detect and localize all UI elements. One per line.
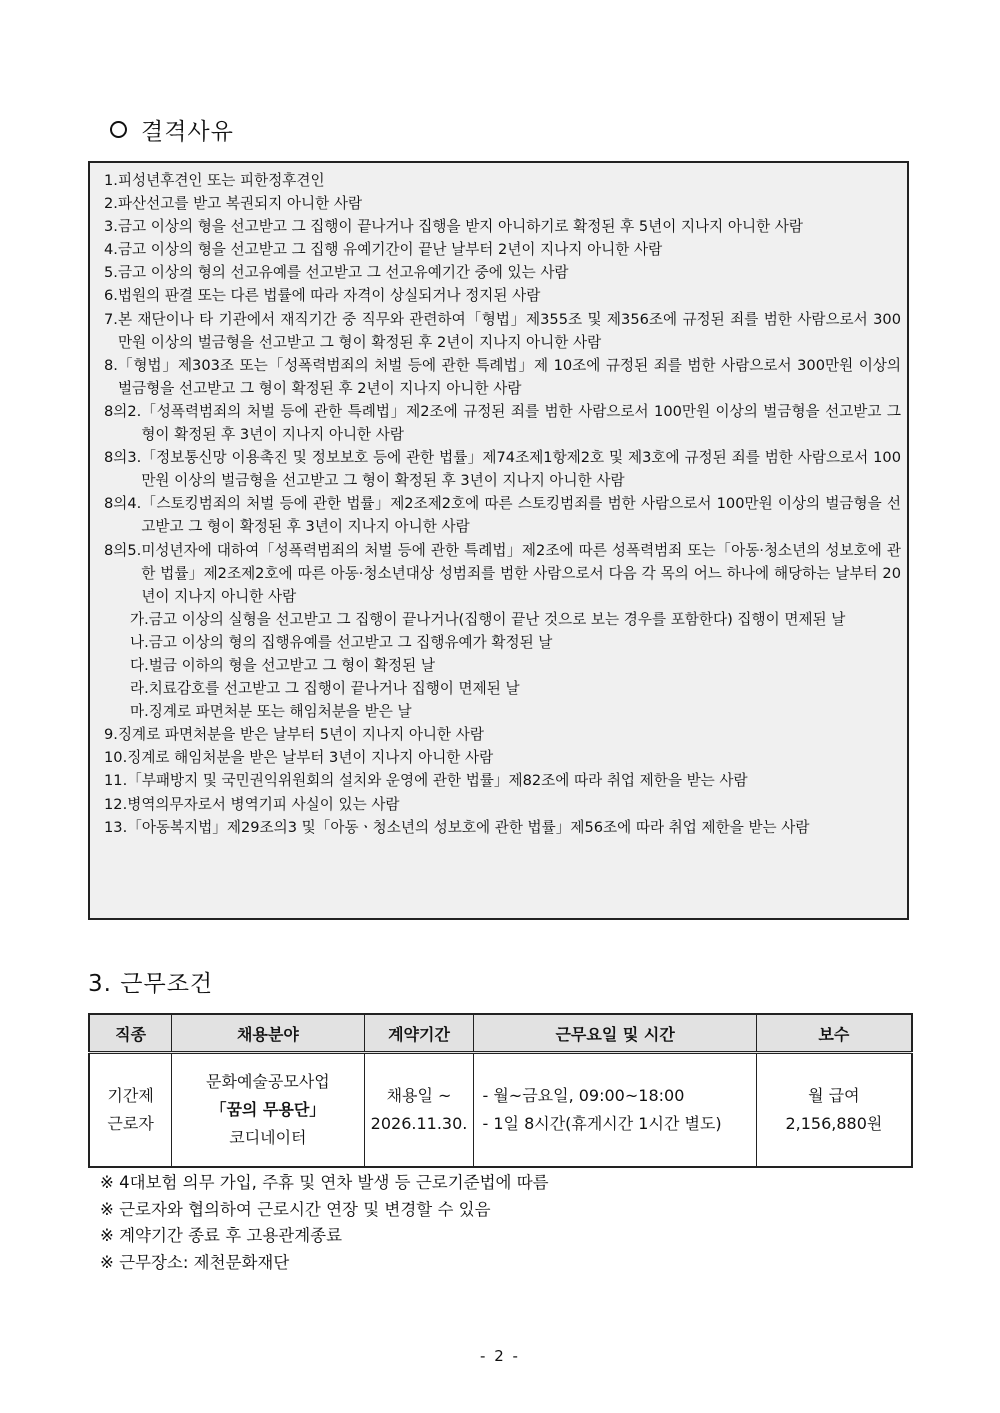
- item-number: 5.: [104, 264, 118, 282]
- list-item: [104, 539, 901, 608]
- note-item: ※ 근로자와 협의하여 근로시간 연장 및 변경할 수 있음: [100, 1199, 491, 1219]
- list-item: [104, 284, 901, 307]
- item-number: 13.: [104, 818, 128, 836]
- cell-period: [364, 1053, 474, 1168]
- disqualification-heading-text: 결격사유: [141, 119, 234, 145]
- item-text: 금고 이상의 형을 선고받고 그 집행이 끝나거나 집행을 받지 아니하기로 확정된 후 5년이 지나지 아니한 사람: [117, 218, 804, 236]
- disqualification-box: [88, 161, 909, 920]
- table-row: [89, 1053, 912, 1168]
- item-text: 징계로 파면처분을 받은 날부터 5년이 지나지 아니한 사람: [117, 726, 484, 744]
- page-number: - 2 -: [480, 1347, 520, 1365]
- item-number: 나.: [130, 633, 149, 651]
- item-text: 본 재단이나 타 기관에서 재직기간 중 직무와 관련하여「형법」제355조 및 제356조에 규정된 죄를 범한 사람으로서 300만원 이상의 벌금형을 선고받고 그 형이 확정된 후 2년이 지나지 아니한 사람: [117, 310, 901, 351]
- item-text: 「부패방지 및 국민권익위원회의 설치와 운영에 관한 법률」제82조에 따라 취업 제한을 받는 사람: [127, 772, 748, 790]
- item-text: 금고 이상의 실형을 선고받고 그 집행이 끝나거나(집행이 끝난 것으로 보는 경우를 포함한다) 집행이 면제된 날: [148, 610, 846, 628]
- list-item: [104, 723, 901, 746]
- cell-field: [172, 1053, 364, 1168]
- sub-list-item: [104, 654, 901, 677]
- header-period: 계약기간: [364, 1014, 474, 1053]
- item-number: 가.: [130, 610, 149, 628]
- job-type-line-2: 근로자: [107, 1114, 154, 1133]
- item-number: 1.: [104, 172, 118, 189]
- item-text: 「정보통신망 이용촉진 및 정보보호 등에 관한 법률」제74조제1항제2호 및 제3호에 규정된 죄를 범한 사람으로서 100만원 이상의 벌금형을 선고받고 그 형이 확정된 후 3년이 지나지 아니한 사람: [141, 449, 901, 490]
- period-line-1: 채용일 ~: [386, 1086, 452, 1105]
- disqualification-heading: [110, 113, 234, 146]
- table-header-row: [89, 1014, 912, 1053]
- list-item: [104, 746, 901, 769]
- circle-bullet-icon: [110, 121, 127, 138]
- item-text: 벌금 이하의 형을 선고받고 그 형이 확정된 날: [148, 656, 435, 674]
- section-title-work-conditions: 3. 근무조건: [88, 971, 214, 997]
- item-text: 금고 이상의 형의 집행유예를 선고받고 그 집행유예가 확정된 날: [148, 633, 553, 651]
- list-item: [104, 769, 901, 792]
- cell-pay: [756, 1053, 912, 1168]
- item-number: 8.: [104, 356, 118, 374]
- list-item: [104, 192, 901, 215]
- item-number: 라.: [130, 680, 149, 698]
- item-text: 징계로 해임처분을 받은 날부터 3년이 지나지 아니한 사람: [127, 749, 494, 767]
- item-number: 다.: [130, 656, 149, 674]
- list-item: [104, 169, 901, 192]
- list-item: [104, 308, 901, 354]
- item-text: 금고 이상의 형의 선고유예를 선고받고 그 선고유예기간 중에 있는 사람: [117, 264, 569, 282]
- header-field: 채용분야: [172, 1014, 364, 1053]
- hours-line-2: - 1일 8시간(휴게시간 1시간 별도): [482, 1114, 722, 1133]
- sub-list-item: [104, 631, 901, 654]
- hours-line-1: - 월~금요일, 09:00~18:00: [482, 1086, 685, 1105]
- item-text: 「스토킹범죄의 처벌 등에 관한 법률」제2조제2호에 따른 스토킹범죄를 범한 사람으로서 100만원 이상의 벌금형을 선고받고 그 형이 확정된 후 3년이 지나지 아니한 사람: [141, 495, 901, 536]
- item-number: 7.: [104, 310, 118, 328]
- header-pay: 보수: [756, 1014, 912, 1053]
- period-line-2: 2026.11.30.: [370, 1114, 468, 1133]
- list-item: [104, 261, 901, 284]
- header-job-type: 직종: [89, 1014, 172, 1053]
- item-number: 4.: [104, 241, 118, 259]
- sub-list-item: [104, 608, 901, 631]
- list-item: [104, 238, 901, 261]
- cell-job-type: [89, 1053, 172, 1168]
- list-item: [104, 492, 901, 538]
- item-text: 「형법」제303조 또는「성폭력범죄의 처벌 등에 관한 특례법」제 10조에 규정된 죄를 범한 사람으로서 300만원 이상의 벌금형을 선고받고 그 형이 확정된 후 2년이 지나지 아니한 사람: [117, 356, 901, 397]
- note-item: ※ 근무장소: 제천문화재단: [100, 1252, 290, 1272]
- work-conditions-table: [88, 1013, 913, 1168]
- item-text: 병역의무자로서 병역기피 사실이 있는 사람: [127, 795, 400, 813]
- item-number: 6.: [104, 287, 118, 305]
- work-conditions-notes: [100, 1170, 549, 1276]
- item-text: 「성폭력범죄의 처벌 등에 관한 특례법」제2조에 규정된 죄를 범한 사람으로서 100만원 이상의 벌금형을 선고받고 그 형이 확정된 후 3년이 지나지 아니한 사람: [141, 402, 901, 444]
- item-number: 8의4.: [104, 495, 142, 513]
- item-number: 11.: [104, 772, 128, 790]
- item-number: 마.: [130, 703, 149, 721]
- job-type-line-1: 기간제: [107, 1086, 154, 1105]
- header-hours: 근무요일 및 시간: [474, 1014, 756, 1053]
- item-number: 2.: [104, 195, 118, 213]
- item-text: 치료감호를 선고받고 그 집행이 끝나거나 집행이 면제된 날: [148, 680, 520, 698]
- list-item: [104, 400, 901, 446]
- field-line-1: 문화예술공모사업: [206, 1072, 330, 1091]
- sub-list-item: [104, 700, 901, 723]
- list-item: [104, 354, 901, 400]
- item-text: 금고 이상의 형을 선고받고 그 집행 유예기간이 끝난 날부터 2년이 지나지 아니한 사람: [117, 241, 663, 259]
- item-number: 3.: [104, 218, 118, 236]
- disqualification-list: [104, 169, 901, 839]
- item-text: 미성년자에 대하여「성폭력범죄의 처벌 등에 관한 특례법」제2조에 따른 성폭력범죄 또는「아동·청소년의 성보호에 관한 법률」제2조제2호에 따른 아동·청소년대상 성범죄를 범한 사람으로서 다음 각 목의 어느 하나에 해당하는 날부터 20년이 지나지 아니한 사람: [141, 541, 901, 605]
- sub-list-item: [104, 677, 901, 700]
- item-number: 10.: [104, 749, 128, 767]
- list-item: [104, 446, 901, 492]
- item-number: 12.: [104, 795, 128, 813]
- item-number: 8의2.: [104, 402, 142, 420]
- pay-line-1: 월 급여: [808, 1086, 860, 1105]
- item-number: 9.: [104, 726, 118, 744]
- note-item: ※ 4대보험 의무 가입, 주휴 및 연차 발생 등 근로기준법에 따름: [100, 1173, 549, 1192]
- item-text: 피성년후견인 또는 피한정후견인: [117, 172, 325, 189]
- item-text: 징계로 파면처분 또는 해임처분을 받은 날: [148, 703, 412, 721]
- pay-line-2: 2,156,880원: [785, 1114, 883, 1133]
- cell-hours: [474, 1053, 756, 1168]
- item-number: 8의5.: [104, 541, 142, 559]
- field-line-3: 코디네이터: [229, 1128, 307, 1147]
- list-item: [104, 816, 901, 839]
- note-item: ※ 계약기간 종료 후 고용관계종료: [100, 1226, 343, 1245]
- item-text: 「아동복지법」제29조의3 및「아동ㆍ청소년의 성보호에 관한 법률」제56조에 따라 취업 제한을 받는 사람: [127, 818, 810, 836]
- field-line-2: 「꿈의 무용단」: [210, 1100, 326, 1119]
- list-item: [104, 215, 901, 238]
- item-text: 파산선고를 받고 복권되지 아니한 사람: [117, 195, 363, 213]
- item-number: 8의3.: [104, 449, 142, 467]
- list-item: [104, 793, 901, 816]
- item-text: 법원의 판결 또는 다른 법률에 따라 자격이 상실되거나 정지된 사람: [117, 287, 541, 305]
